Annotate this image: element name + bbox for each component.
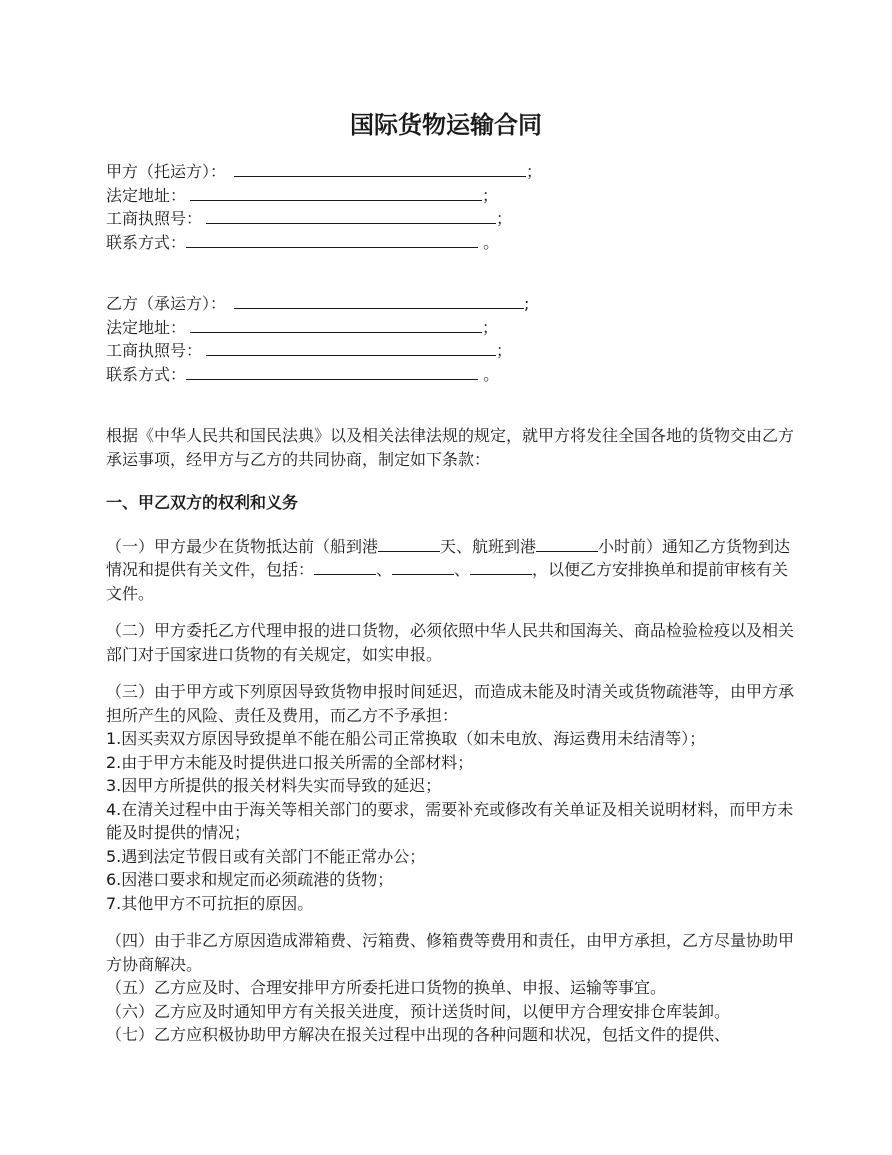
page-title: 国际货物运输合同 <box>350 111 542 139</box>
party-a-license-line: 工商执照号： ； <box>106 209 513 228</box>
clause-3: （三）由于甲方或下列原因导致货物申报时间延迟，而造成未能及时清关或货物疏港等，由甲方承担所产生的风险、责任及费用，而乙方不予承担： <box>106 682 795 725</box>
clause-1-sep-2: 、 <box>454 560 471 579</box>
clause-1-text-d: ，以便乙方安排换单和提前审核有关文件。 <box>106 560 789 603</box>
gap <box>106 605 796 619</box>
clause-4: （四）由于非乙方原因造成滞箱费、污箱费、修箱费等费用和责任，由甲方承担，乙方尽量协助甲方协商解决。 <box>106 931 795 974</box>
party-a-contact-blank[interactable] <box>186 231 478 248</box>
party-b-address-line: 法定地址： ； <box>106 317 499 337</box>
party-spacer <box>106 254 796 292</box>
clause-7: （七）乙方应积极协助甲方解决在报关过程中出现的各种问题和状况，包括文件的提供、 <box>106 1025 731 1044</box>
party-a-contact-line: 联系方式： 。 <box>106 232 500 252</box>
party-b-name-label: 乙方（承运方）： <box>106 294 227 313</box>
clause-5: （五）乙方应及时、合理安排甲方所委托进口货物的换单、申报、运输等事宜。 <box>106 978 667 997</box>
clause-3-item-3: 3.因甲方所提供的报关材料失实而导致的延迟； <box>106 776 442 795</box>
section-heading-rights: 一、甲乙双方的权利和义务 <box>106 493 299 512</box>
clause-3-item-5: 5.遇到法定节假日或有关部门不能正常办公； <box>106 846 426 866</box>
contract-body <box>106 160 796 1047</box>
party-a-name-label: 甲方（托运方）： <box>106 162 227 181</box>
party-b-license-label: 工商执照号： <box>106 341 203 360</box>
gap <box>106 666 796 680</box>
clause-3-item-4: 4.在清关过程中由于海关等相关部门的要求，需要补充或修改有关单证及相关说明材料，而甲方未能及时提供的情况； <box>106 799 794 842</box>
clause-2: （二）甲方委托乙方代理申报的进口货物，必须依照中华人民共和国海关、商品检验检疫以及相关部门对于国家进口货物的有关规定，如实申报。 <box>106 621 795 664</box>
party-a-name-line: 甲方（托运方）： ； <box>106 162 543 181</box>
gap <box>106 471 796 491</box>
clause-1-text-c: 小时前）通知乙方货物到达情况和提供有关文件，包括： <box>106 536 791 579</box>
clause-6: （六）乙方应及时通知甲方有关报关进度，预计送货时间，以便甲方合理安排仓库装卸。 <box>106 1001 731 1021</box>
clause-3-list <box>106 727 796 915</box>
party-b-name-blank[interactable] <box>234 292 524 309</box>
party-b-address-label: 法定地址： <box>106 317 187 337</box>
party-a-license-label: 工商执照号： <box>106 209 203 228</box>
party-b-name-line: 乙方（承运方）： ; <box>106 294 530 313</box>
party-b-contact-line: 联系方式： 。 <box>106 364 500 384</box>
party-b-contact-label: 联系方式： <box>106 364 187 384</box>
flight-hours-blank[interactable] <box>536 535 598 552</box>
party-b-block <box>106 292 796 386</box>
clause-3-item-6: 6.因港口要求和规定而必须疏港的货物； <box>106 870 394 889</box>
preamble-paragraph: 根据《中华人民共和国民法典》以及相关法律法规的规定，就甲方将发往全国各地的货物交由乙方承运事项，经甲方与乙方的共同协商，制定如下条款： <box>106 426 795 469</box>
party-b-contact-blank[interactable] <box>186 363 478 380</box>
clause-1 <box>106 535 796 606</box>
ship-days-blank[interactable] <box>378 535 440 552</box>
clause-3-item-2: 2.由于甲方未能及时提供进口报关所需的全部材料； <box>106 752 474 772</box>
clause-1-text-b: 天、航班到港 <box>440 536 537 556</box>
party-b-license-blank[interactable] <box>206 339 496 356</box>
clause-1-text-a: （一）甲方最少在货物抵达前（船到港 <box>106 536 379 556</box>
party-a-address-label: 法定地址： <box>106 185 187 205</box>
party-b-license-line: 工商执照号： ； <box>106 341 513 360</box>
document-blank-3[interactable] <box>470 558 532 575</box>
gap <box>106 515 796 535</box>
party-b-address-blank[interactable] <box>190 316 482 333</box>
party-a-name-blank[interactable] <box>234 160 526 177</box>
party-a-address-line: 法定地址： ； <box>106 185 499 205</box>
preamble-spacer <box>106 386 796 424</box>
party-a-address-blank[interactable] <box>190 184 482 201</box>
document-blank-1[interactable] <box>314 558 376 575</box>
clause-1-sep-1: 、 <box>376 560 393 579</box>
party-a-block <box>106 160 796 254</box>
clause-3-item-1: 1.因买卖双方原因导致提单不能在船公司正常换取（如未电放、海运费用未结清等）； <box>106 729 706 748</box>
party-a-contact-label: 联系方式： <box>106 232 187 252</box>
party-a-license-blank[interactable] <box>206 207 496 224</box>
document-blank-2[interactable] <box>392 558 454 575</box>
clause-3-item-7: 7.其他甲方不可抗拒的原因。 <box>106 893 314 913</box>
gap <box>106 915 796 929</box>
